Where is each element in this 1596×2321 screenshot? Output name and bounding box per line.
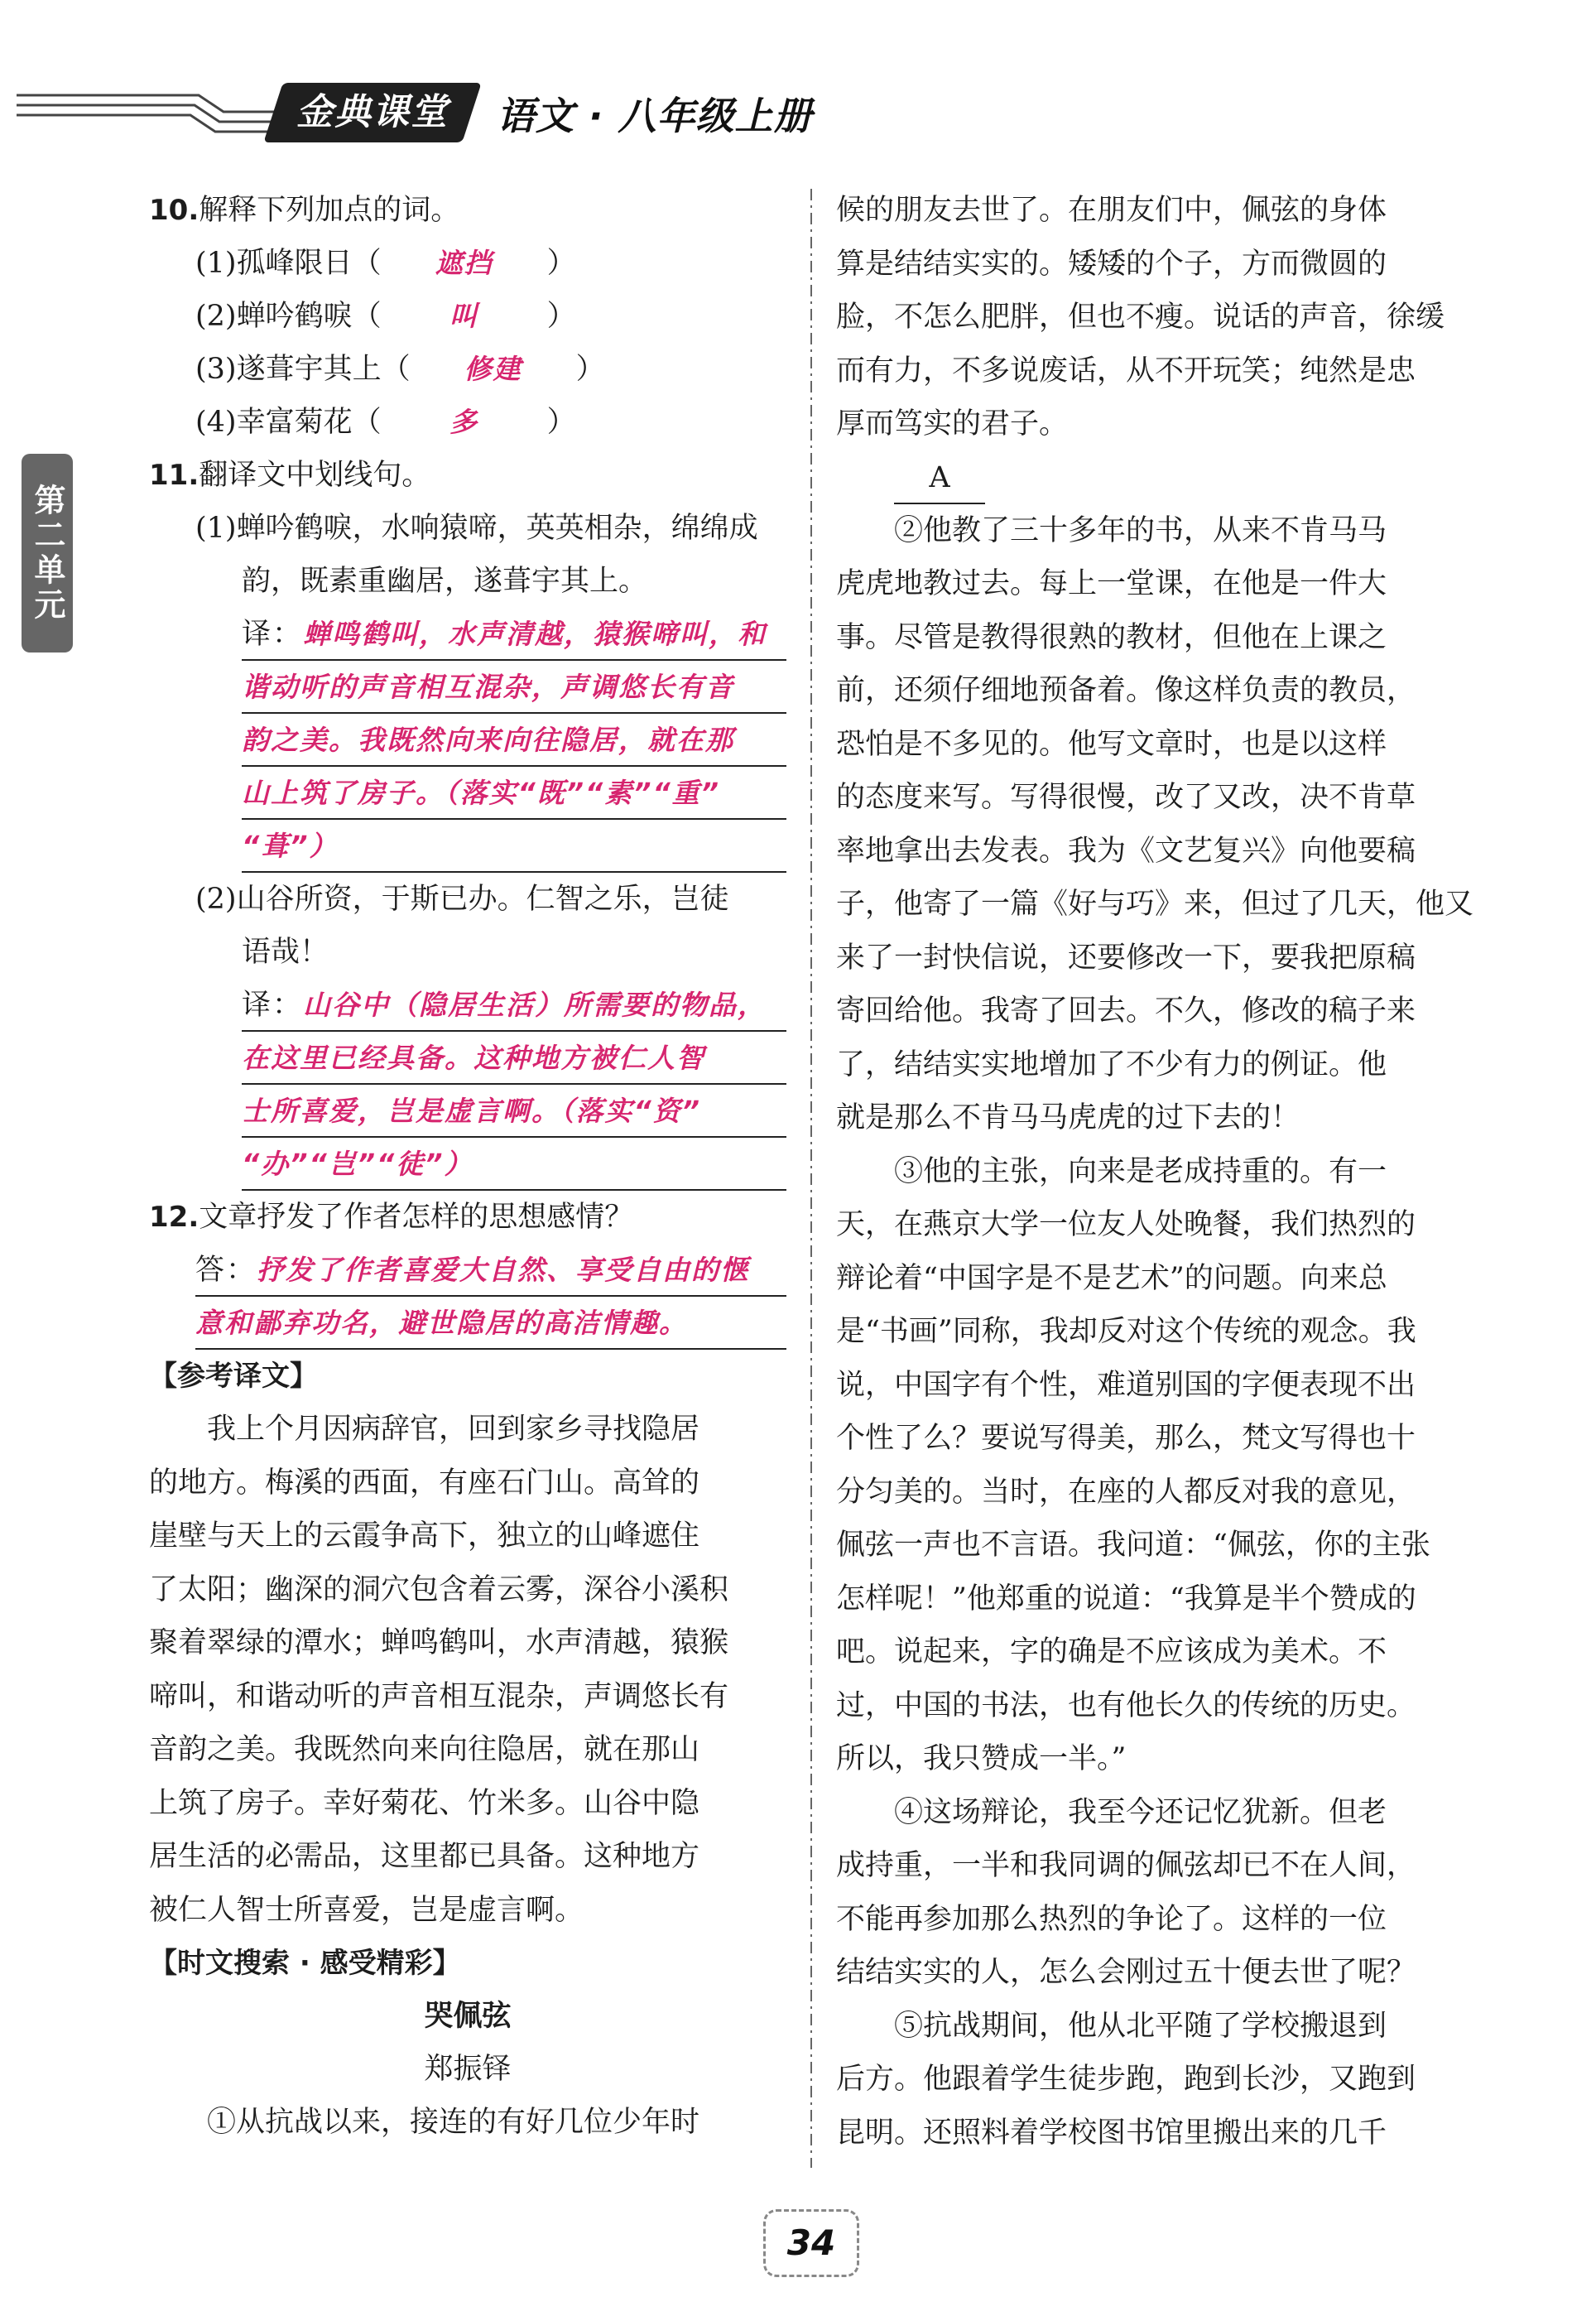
- left-column: [149, 184, 786, 2150]
- handwritten-answer: 修建: [464, 353, 522, 385]
- handwritten-answer: 译：山谷中（隐居生活）所需要的物品，: [242, 979, 786, 1032]
- q11-sentence: (2)山谷所资，于斯已办。仁智之乐，岂徒: [195, 883, 729, 916]
- handwritten-answer: 韵之美。我既然向来向往隐居，就在那: [242, 714, 786, 767]
- handwritten-answer: 遮挡: [435, 247, 493, 279]
- q10-item: (1)孤峰限日（ 遮挡 ）: [149, 237, 786, 290]
- handwritten-answer: 山上筑了房子。（落实“既”“素”“重”: [242, 767, 786, 820]
- page-number: 34: [763, 2209, 859, 2277]
- q10-item: (4)幸富菊花（ 多 ）: [149, 396, 786, 449]
- article-paragraph: ①从抗战以来，接连的有好几位少年时: [149, 2106, 700, 2139]
- article-paragraph: ②他教了三十多年的书，从来不肯马马 虎虎地教过去。每上一堂课，在他是一件大 事。尽管是教得很熟的教材，但他在上课之 前，还须仔细地预备着。像这样负责的教员， 恐怕是不多见的。他写文章时，也是以这样 的态度来写。写得很慢，改了又改，决不肯草 率地拿出去发表。我为《文艺复兴》向他要稿 子，他寄了一篇《好与巧》来，但过了几天，他又 来了一封快信说，还要修改一下，要我把原稿 寄回给他。我寄了回去。不久，修改的稿子来 了，结结实实地增加了不少有力的例证。他 就是那么不肯马马虎虎的过下去的！: [836, 513, 1474, 1134]
- q11-sentence: 语哉！: [242, 936, 329, 969]
- article-paragraph: ⑤抗战期间，他从北平随了学校搬退到 后方。他跟着学生徒步跑，跑到长沙，又跑到 昆明。还照料着学校图书馆里搬出来的几千: [836, 2009, 1416, 2150]
- page-header: [0, 0, 1596, 166]
- q11-sentence: (1)蝉吟鹤唳，水响猿啼，英英相杂，绵绵成: [195, 512, 758, 545]
- article-title: 哭佩弦: [424, 2000, 512, 2033]
- subject-title: 语文 · 八年级上册: [497, 94, 813, 138]
- q10-item: (2)蝉吟鹤唳（ 叫 ）: [149, 290, 786, 343]
- question-12: 12.文章抒发了作者怎样的思想感情？: [149, 1201, 634, 1234]
- answer-marker: A: [894, 453, 985, 504]
- handwritten-answer: 士所喜爱，岂是虚言啊。（落实“资”: [242, 1085, 786, 1138]
- brand-logo: 金典课堂: [263, 83, 481, 142]
- article-paragraph: ③他的主张，向来是老成持重的。有一 天，在燕京大学一位友人处晚餐，我们热烈的 辩论着“中国字是不是艺术”的问题。向来总 是“书画”同称，我却反对这个传统的观念。我 说，中国字有个性，难道别国的字便表现不出 个性了么？要说写得美，那么，梵文写得也十 分匀美的。当时，在座的人都反对我的意见， 佩弦一声也不言语。我问道：“佩弦，你的主张 怎样呢！”他郑重的说道：“我算是半个赞成的 吧。说起来，字的确是不应该成为美术。不 过，中国的书法，也有他长久的传统的历史。 所以，我只赞成一半。”: [836, 1154, 1430, 1775]
- q10-item: (3)遂葺宇其上（ 修建 ）: [149, 343, 786, 396]
- article-paragraph: 候的朋友去世了。在朋友们中，佩弦的身体 算是结结实实的。矮矮的个子，方而微圆的 脸，不怎么肥胖，但也不瘦。说话的声音，徐缓 而有力，不多说废话，从不开玩笑；纯然是忠 厚而笃实的君子。: [836, 194, 1445, 441]
- question-10: 10.解释下列加点的词。: [149, 194, 460, 227]
- reference-translation: 我上个月因病辞官，回到家乡寻找隐居 的地方。梅溪的西面，有座石门山。高耸的 崖壁与天上的云霞争高下，独立的山峰遮住 了太阳；幽深的洞穴包含着云雾，深谷小溪积 聚着翠绿的潭水；蝉鸣鹤叫，水声清越，猿猴 啼叫，和谐动听的声音相互混杂，声调悠长有 音韵之美。我既然向来向往隐居，就在那山 上筑了房子。幸好菊花、竹米多。山谷中隐 居生活的必需品，这里都已具备。这种地方 被仁人智士所喜爱，岂是虚言啊。: [149, 1413, 729, 1927]
- handwritten-answer: “办”“岂”“徒”）: [242, 1138, 786, 1191]
- unit-tab: 第二单元: [22, 454, 73, 652]
- right-column: [836, 184, 1482, 2160]
- handwritten-answer: 叫: [449, 300, 479, 332]
- answer-marker-row: [836, 451, 1482, 504]
- header-decoration: [17, 79, 290, 145]
- handwritten-answer: 译：蝉鸣鹤叫，水声清越，猿猴啼叫，和: [242, 608, 786, 661]
- question-11: 11.翻译文中划线句。: [149, 459, 431, 492]
- handwritten-answer: 意和鄙弃功名，避世隐居的高洁情趣。: [195, 1297, 786, 1350]
- handwritten-answer: 谐动听的声音相互混杂，声调悠长有音: [242, 661, 786, 714]
- article-paragraph: ④这场辩论，我至今还记忆犹新。但老 成持重，一半和我同调的佩弦却已不在人间， 不能再参加那么热烈的争论了。这样的一位 结结实实的人，怎么会刚过五十便去世了呢？: [836, 1795, 1416, 1989]
- q11-sentence: 韵，既素重幽居，遂葺宇其上。: [242, 565, 648, 598]
- handwritten-answer: 答：抒发了作者喜爱大自然、享受自由的惬: [195, 1244, 786, 1297]
- section-title: 【参考译文】: [149, 1360, 318, 1393]
- handwritten-answer: 多: [449, 406, 479, 438]
- section-title: 【时文搜索 · 感受精彩】: [149, 1947, 461, 1980]
- handwritten-answer: “葺”）: [242, 820, 786, 873]
- article-author: 郑振铎: [424, 2053, 512, 2086]
- column-divider: [803, 189, 820, 2168]
- handwritten-answer: 在这里已经具备。这种地方被仁人智: [242, 1032, 786, 1085]
